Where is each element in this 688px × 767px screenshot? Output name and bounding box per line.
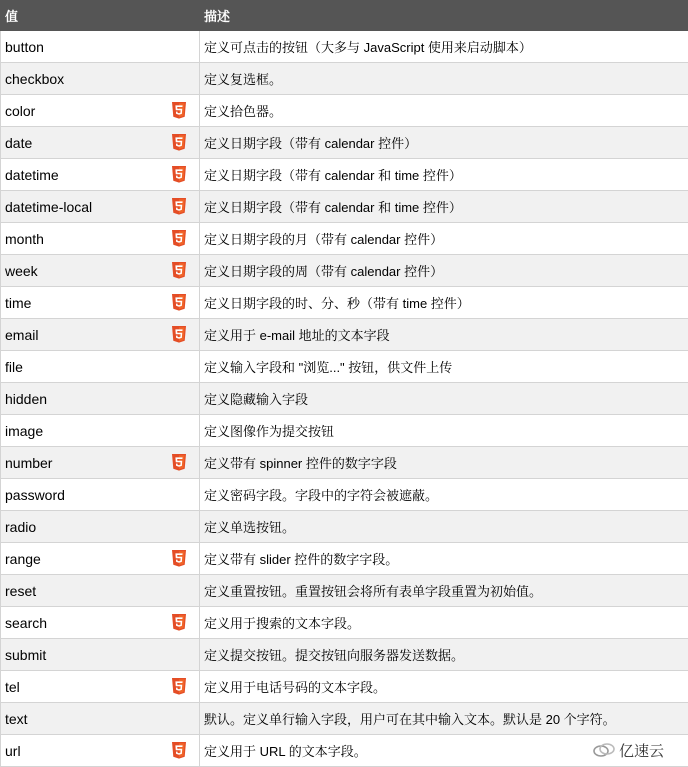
description-cell: 定义用于 e-mail 地址的文本字段 [200,319,688,351]
value-text: color [5,102,36,119]
table-row [1,191,688,223]
value-cell [1,159,200,191]
description-cell: 定义重置按钮。重置按钮会将所有表单字段重置为初始值。 [200,575,688,607]
description-cell: 定义隐藏输入字段 [200,383,688,415]
description-cell: 定义日期字段的时、分、秒（带有 time 控件） [200,287,688,319]
value-text: number [5,454,53,471]
table-row [1,703,688,735]
value-text: submit [5,646,47,663]
value-text: time [5,294,32,311]
value-text: text [5,710,28,727]
table-row [1,447,688,479]
html5-logo-icon [172,134,186,151]
description-cell: 定义提交按钮。提交按钮向服务器发送数据。 [200,639,688,671]
value-cell [1,447,200,479]
value-cell [1,287,200,319]
value-text: search [5,614,48,631]
table-row [1,639,688,671]
table-row [1,511,688,543]
table-row [1,543,688,575]
description-cell: 定义输入字段和 "浏览..." 按钮，供文件上传 [200,351,688,383]
value-text: radio [5,518,37,535]
table-row [1,415,688,447]
value-cell [1,703,200,735]
yisu-logo-icon [592,740,616,760]
header-description: 描述 [200,1,688,31]
description-cell: 定义日期字段（带有 calendar 和 time 控件） [200,159,688,191]
value-cell [1,415,200,447]
description-cell: 默认。定义单行输入字段，用户可在其中输入文本。默认是 20 个字符。 [200,703,688,735]
html5-logo-icon [172,198,186,215]
html5-logo-icon [172,326,186,343]
html5-logo-icon [172,742,186,759]
html5-logo-icon [172,230,186,247]
value-text: button [5,38,44,55]
value-text: image [5,422,44,439]
value-cell [1,639,200,671]
description-cell: 定义带有 slider 控件的数字字段。 [200,543,688,575]
value-text: tel [5,678,20,695]
value-cell [1,191,200,223]
table-row [1,575,688,607]
value-cell [1,63,200,95]
table-row [1,223,688,255]
value-text: week [5,262,38,279]
description-cell: 定义日期字段（带有 calendar 控件） [200,127,688,159]
table-row [1,735,688,767]
value-text: date [5,134,33,151]
html5-logo-icon [172,262,186,279]
value-text: datetime [5,166,59,183]
description-cell: 定义拾色器。 [200,95,688,127]
table-row [1,127,688,159]
html5-logo-icon [172,678,186,695]
table-body [1,31,688,767]
table-row [1,351,688,383]
value-text: email [5,326,39,343]
value-cell [1,31,200,63]
description-cell: 定义带有 spinner 控件的数字字段 [200,447,688,479]
html5-logo-icon [172,454,186,471]
html5-logo-icon [172,294,186,311]
table-row [1,479,688,511]
value-cell [1,223,200,255]
value-cell [1,543,200,575]
table-row [1,159,688,191]
table-row [1,95,688,127]
description-cell: 定义日期字段（带有 calendar 和 time 控件） [200,191,688,223]
description-cell: 定义单选按钮。 [200,511,688,543]
html5-logo-icon [172,166,186,183]
value-cell [1,479,200,511]
value-cell [1,671,200,703]
description-cell: 定义密码字段。字段中的字符会被遮蔽。 [200,479,688,511]
value-cell [1,127,200,159]
header-value: 值 [1,1,200,31]
watermark [592,735,684,765]
watermark-text: 亿速云 [619,742,665,760]
table-row [1,255,688,287]
value-cell [1,95,200,127]
value-cell [1,575,200,607]
value-text: datetime-local [5,198,93,215]
table-row [1,319,688,351]
table-row [1,671,688,703]
value-cell [1,511,200,543]
value-cell [1,255,200,287]
value-text: hidden [5,390,48,407]
table-row [1,287,688,319]
table-header-row [1,1,688,31]
description-cell: 定义用于 URL 的文本字段。 [200,735,688,767]
value-cell [1,351,200,383]
value-text: password [5,486,65,503]
table-row [1,63,688,95]
value-text: checkbox [5,70,65,87]
html5-logo-icon [172,550,186,567]
value-text: month [5,230,44,247]
description-cell: 定义用于搜索的文本字段。 [200,607,688,639]
value-cell [1,735,200,767]
value-text: file [5,358,23,375]
description-cell: 定义日期字段的周（带有 calendar 控件） [200,255,688,287]
value-text: reset [5,582,37,599]
value-text: range [5,550,41,567]
description-cell: 定义日期字段的月（带有 calendar 控件） [200,223,688,255]
value-cell [1,383,200,415]
html5-logo-icon [172,614,186,631]
value-cell [1,319,200,351]
html5-logo-icon [172,102,186,119]
table-row [1,383,688,415]
value-cell [1,607,200,639]
description-cell: 定义用于电话号码的文本字段。 [200,671,688,703]
description-cell: 定义复选框。 [200,63,688,95]
description-cell: 定义图像作为提交按钮 [200,415,688,447]
table-row [1,607,688,639]
description-cell: 定义可点击的按钮（大多与 JavaScript 使用来启动脚本） [200,31,688,63]
table-row [1,31,688,63]
value-text: url [5,742,21,759]
